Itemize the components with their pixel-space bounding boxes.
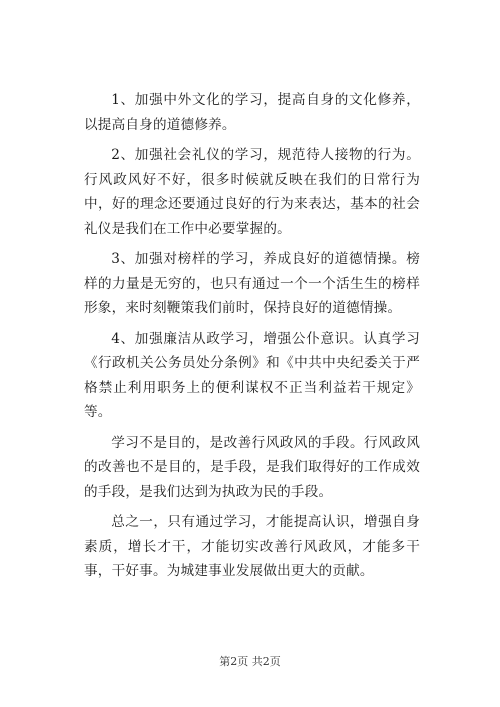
page-number-footer: 第2页 共2页	[219, 655, 281, 668]
paragraph-1: 1、加强中外文化的学习，提高自身的文化修养，以提高自身的道德修养。	[84, 92, 420, 133]
paragraph-6: 总之一，只有通过学习，才能提高认识，增强自身素质，增长才干，才能切实改善行风政风，才能多干事，干好事。为城建事业发展做出更大的贡献。	[84, 514, 420, 579]
paragraph-2: 2、加强社会礼仪的学习，规范待人接物的行为。行风政风好不好，很多时候就反映在我们的日常行为中，好的理念还要通过良好的行为来表达，基本的社会礼仪是我们在工作中必要掌握的。	[84, 147, 420, 237]
paragraph-5: 学习不是目的，是改善行风政风的手段。行风政风的改善也不是目的，是手段，是我们取得好的工作成效的手段，是我们达到为执政为民的手段。	[84, 434, 420, 500]
document-body	[84, 88, 420, 590]
paragraph-3: 3、加强对榜样的学习，养成良好的道德情操。榜样的力量是无穷的，也只有通过一个一个活生生的榜样形象，来时刻鞭策我们前时，保持良好的道德情操。	[84, 251, 420, 316]
paragraph-4: 4、加强廉洁从政学习，增强公仆意识。认真学习《行政机关公务员处分条例》和《中共中央纪委关于严格禁止利用职务上的便利谋权不正当利益若干规定》等。	[84, 330, 420, 420]
